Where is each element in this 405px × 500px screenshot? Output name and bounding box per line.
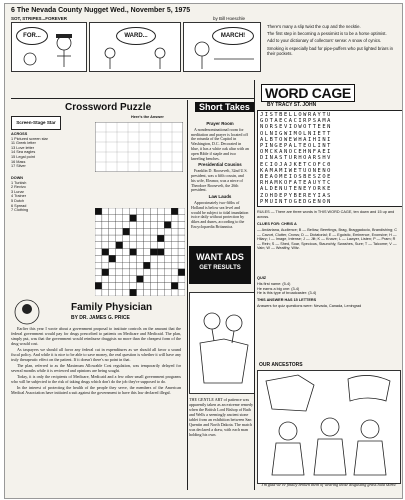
crossword-cell	[178, 208, 185, 215]
crossword-cell	[116, 262, 123, 269]
crossword-black-cell	[178, 269, 185, 276]
speech-bubble-2: WARD...	[116, 27, 156, 45]
crossword-cell	[143, 289, 150, 296]
crossword-cell	[171, 255, 178, 262]
crossword-cell	[95, 289, 102, 296]
crossword-cell	[178, 228, 185, 235]
grid-row: BEAOMEIOSBESZOE	[260, 174, 332, 181]
crossword-cell	[102, 289, 109, 296]
crossword-cell	[109, 249, 116, 256]
crossword-cell	[178, 249, 185, 256]
crossword-cell	[116, 235, 123, 242]
ancestors-title: OUR ANCESTORS	[259, 362, 303, 368]
crossword-black-cell	[130, 215, 137, 222]
crossword-black-cell	[116, 242, 123, 249]
grid-row: NORSEVIOWOTTEEN	[260, 124, 332, 131]
crossword-cell	[164, 276, 171, 283]
crossword-cell	[157, 269, 164, 276]
clue: 3 Lunar	[11, 189, 24, 194]
grid-row: ECIOJAJKETCOFC0	[260, 161, 332, 168]
marching-drawing	[90, 23, 180, 71]
crossword-cell	[164, 242, 171, 249]
clue: 11 Greek letter	[11, 141, 36, 146]
crossword-black-cell	[157, 249, 164, 256]
short-take-head: Law Lauds	[208, 194, 232, 200]
crossword-title: Crossword Puzzle	[65, 102, 152, 113]
crossword-cell	[137, 235, 144, 242]
article-paragraph: Earlier this year I wrote about a government proposal to institute controls on the amount that the federal government would pay for drugs prescribed to patients on Medicare and Medicaid. The plan, simply put, was that the government would reimburse druggists no more than the cheapest form of the drug would cost.	[11, 326, 181, 346]
crossword-cell	[102, 228, 109, 235]
family-physician-byline: BY DR. JAMES G. PRICE	[71, 315, 130, 321]
crossword-cell	[102, 222, 109, 229]
short-takes-title: Short Takes	[195, 102, 254, 112]
crossword-cell	[130, 262, 137, 269]
crossword-cell	[130, 269, 137, 276]
crossword-cell	[150, 269, 157, 276]
crossword-cell	[137, 269, 144, 276]
short-take-head: Presidential Cousins	[198, 162, 242, 168]
clue: 2 Revivo	[11, 185, 26, 190]
quote-1: There's many a slip twixt the cup and the necktie.	[267, 24, 361, 29]
crossword-cell	[123, 249, 130, 256]
grid-row: PINGEPALTEOLINT	[260, 143, 332, 150]
crossword-cell	[130, 228, 137, 235]
crossword-cell	[95, 249, 102, 256]
quiz-line: He is this type of broadcaster: (3-4)	[257, 291, 317, 296]
crossword-cell	[123, 282, 130, 289]
family-physician-text	[11, 326, 181, 396]
crossword-cell	[130, 276, 137, 283]
crossword-cell	[150, 282, 157, 289]
crossword-cell	[137, 208, 144, 215]
crossword-cell	[150, 242, 157, 249]
word-cage-clues: — Andariana, Audience; B — Bellow, Beertings, Brag, Braggadocio, Brandishing; C — Cavort, Clutter, Crows; D — Dictatorial; E — Egoistic, Eminence, Exonsive; H — Hilary; I — Image, Intense; J — Jilt; K — Knave; L — Lawyer, Listen; P — Pram; R — Rein; S — Shed, Soar, Specious, Staunchly, Swashes, Sure; T — Talcome; V — Vain; W — Wealthy, Witz.	[257, 228, 397, 251]
crossword-cell	[137, 222, 144, 229]
crossword-cell	[123, 255, 130, 262]
crossword-answer-label: Here's the Answer	[131, 115, 164, 119]
article-paragraph: The plan, referred to as the Maximum Allowable Cost regulation, was temporarily delayed for several months while it is reviewed and opinions are being sought.	[11, 363, 181, 373]
crossword-cell	[137, 249, 144, 256]
answer-head: THIS ANSWER HAS 15 LETTERS	[257, 298, 317, 302]
crossword-black-cell	[95, 282, 102, 289]
crossword-cell	[137, 255, 144, 262]
soldier-drawing	[12, 23, 86, 71]
crossword-cell	[143, 269, 150, 276]
ancestors-caption: I'm glad we've finally broken them of wearing those disgusting grass hula skirts!	[261, 482, 397, 487]
crossword-cell	[116, 208, 123, 215]
crossword-black-cell	[109, 255, 116, 262]
crossword-cell	[178, 282, 185, 289]
crossword-cell	[143, 255, 150, 262]
short-take-body: Approximately two-fifths of Holland is below sea level and would be subject to tidal inundation twice daily without protection by dikes and dunes, according to the Encyclopaedia Britannica.	[191, 199, 249, 229]
crossword-cell	[123, 269, 130, 276]
crossword-black-cell	[137, 276, 144, 283]
crossword-cell	[130, 255, 137, 262]
crossword-black-cell	[171, 282, 178, 289]
crossword-cell	[109, 222, 116, 229]
crossword-cell	[95, 235, 102, 242]
word-cage-title: WORD CAGE	[261, 84, 355, 102]
crossword-cell	[116, 249, 123, 256]
want-ads-box	[189, 246, 251, 284]
section-divider	[11, 98, 255, 99]
crossword-cell	[109, 215, 116, 222]
crossword-cell	[137, 228, 144, 235]
grid-row: KAMAMIWETUONENO	[260, 167, 332, 174]
page-header: 6 The Nevada County Nugget Wed., November 5, 1975	[11, 7, 191, 14]
crossword-cell	[95, 276, 102, 283]
crossword-cell	[123, 262, 130, 269]
crossword-cell	[150, 262, 157, 269]
crossword-cell	[123, 235, 130, 242]
crossword-cell	[143, 215, 150, 222]
down-heading: DOWN	[11, 176, 24, 180]
article-paragraph: Today, it is only the recipients of Medicare, Medicaid and a few other small government programs who will be subjected to the risk of taking drugs which don't do the job they're supposed to do.	[11, 374, 181, 384]
quiz-line: His first name: (5-4)	[257, 282, 291, 286]
want-ads-line1: WANT ADS	[196, 252, 244, 262]
crossword-cell	[123, 289, 130, 296]
quote-4: Smoking is especially bad for pipe-puffers who put lighted briars in their pockets.	[267, 45, 394, 56]
crossword-cell	[143, 242, 150, 249]
crossword-cell	[102, 282, 109, 289]
crossword-cell	[164, 262, 171, 269]
quote-3: Add to your dictionary of collectors' sense: A snow of cynics.	[267, 38, 382, 44]
crossword-cell	[178, 289, 185, 296]
clue: 5 Dutch	[11, 198, 25, 203]
crossword-cell	[143, 235, 150, 242]
short-take-body: A nondenominational room for meditation and prayer is located off the rotunda of the Capitol in Washington, D.C. Decorated in blue, it has a white oak altar with an open Bible if staple and two kneeling benches.	[191, 126, 249, 161]
crossword-cell	[109, 289, 116, 296]
crossword-cell	[116, 222, 123, 229]
crossword-cell	[171, 228, 178, 235]
crossword-cell	[116, 215, 123, 222]
crossword-black-cell	[102, 269, 109, 276]
comic-strip-title: SOT, STRIPES...FOREVER	[11, 16, 68, 21]
crossword-cell	[157, 208, 164, 215]
crossword-cell	[137, 242, 144, 249]
crossword-cell	[164, 228, 171, 235]
crossword-cell	[157, 282, 164, 289]
crossword-cell	[116, 282, 123, 289]
crossword-black-cell	[143, 262, 150, 269]
crossword-cell	[130, 222, 137, 229]
family-physician-title: Family Physician	[71, 302, 153, 313]
clue: 6 Spread	[11, 203, 27, 208]
crossword-cell	[102, 255, 109, 262]
crossword-cell	[157, 255, 164, 262]
crossword-theme-box: Screen-Stage Star	[11, 116, 61, 130]
clue: 17 Silver	[11, 164, 26, 169]
newspaper-page	[4, 3, 403, 499]
crossword-cell	[157, 228, 164, 235]
across-clues	[11, 132, 59, 169]
crossword-cell	[109, 208, 116, 215]
crossword-cell	[102, 208, 109, 215]
want-ads-line2: GET RESULTS	[199, 265, 241, 271]
answer-text: Answers for quiz questions were: Nevada, Canada, Leningrad	[257, 304, 362, 308]
crossword-cell	[123, 208, 130, 215]
comic-panel-3	[183, 22, 261, 72]
across-heading: ACROSS	[11, 132, 28, 136]
crossword-cell	[95, 215, 102, 222]
crossword-cell	[109, 262, 116, 269]
crossword-cell	[130, 282, 137, 289]
crossword-cell	[171, 262, 178, 269]
crossword-cell	[150, 222, 157, 229]
crossword-cell	[95, 255, 102, 262]
crossword-cell	[164, 255, 171, 262]
comic-panel-2	[89, 22, 181, 72]
crossword-cell	[130, 208, 137, 215]
crossword-cell	[123, 222, 130, 229]
clue: 16 Mass	[11, 159, 26, 164]
column-rule	[254, 80, 255, 490]
crossword-cell	[178, 255, 185, 262]
crossword-cell	[102, 235, 109, 242]
crossword-cell	[102, 215, 109, 222]
grid-row: ALBTOWEWHAIHINI	[260, 136, 332, 143]
crossword-cell	[178, 222, 185, 229]
crossword-cell	[171, 222, 178, 229]
crossword-cell	[157, 262, 164, 269]
grid-row: OMCKANOCEHNFAEI	[260, 149, 332, 156]
ad-caption: THE GENTLE ART of patience was apparently taken as an extreme remedy when the British Lord Bishop of Bath and Wells a seemingly ancient stone tablet from an exhibition between San Quentin and North Dakota. The match was declared a draw, with each man holding his own.	[189, 397, 253, 437]
ancestors-cartoon	[257, 370, 401, 484]
crossword-cell	[171, 215, 178, 222]
physician-logo	[13, 298, 65, 326]
crossword-grid	[95, 208, 185, 296]
column-rule	[187, 100, 188, 490]
clue: 14 Sea eagles	[11, 150, 36, 155]
article-paragraph: As taxpayers we should all favor any federal cut in expenditures as we should all favor a sound fiscal policy. And while it is nice to be able to save money, the real question is whether it will have any truly therapeutic effect on the patient. If it doesn't there's no point in that.	[11, 347, 181, 362]
crossword-cell	[102, 276, 109, 283]
crossword-cell	[157, 289, 164, 296]
crossword-cell	[150, 228, 157, 235]
grid-row: GOTAECACIRPSAMA	[260, 118, 332, 125]
crossword-cell	[102, 262, 109, 269]
crossword-cell	[137, 215, 144, 222]
crossword-black-cell	[95, 208, 102, 215]
crossword-cell	[95, 262, 102, 269]
crossword-cell	[116, 269, 123, 276]
quiz-lines	[257, 282, 399, 296]
crossword-cell	[150, 215, 157, 222]
crossword-cell	[164, 208, 171, 215]
crossword-cell	[109, 242, 116, 249]
grid-row: ALDENUTENEYORKE	[260, 186, 332, 193]
crossword-black-cell	[164, 222, 171, 229]
down-clues	[11, 176, 59, 213]
crossword-cell	[171, 242, 178, 249]
crossword-cell	[164, 249, 171, 256]
sergeant-drawing	[184, 23, 260, 71]
crossword-cell	[109, 235, 116, 242]
crossword-black-cell	[123, 228, 130, 235]
crossword-cell	[116, 276, 123, 283]
crossword-cell	[150, 208, 157, 215]
crossword-cell	[150, 255, 157, 262]
word-cage-clues-head: CLUES FOR: CHRIS A	[257, 222, 297, 226]
crossword-cell	[171, 235, 178, 242]
article-paragraph: In the interest of protecting the health of the people they serve, the members of the American Medical Association have initiated a suit against the government to have this law declared illegal.	[11, 385, 181, 395]
crossword-cell	[143, 282, 150, 289]
clue: 1 Pictured screen star	[11, 136, 48, 141]
crossword-cell	[116, 289, 123, 296]
crossword-cell	[143, 276, 150, 283]
crossword-cell	[178, 242, 185, 249]
sidebar-quotes	[267, 24, 395, 56]
crossword-cell	[164, 215, 171, 222]
crossword-black-cell	[150, 249, 157, 256]
grid-row: PMUINTOGEDGENON	[260, 198, 332, 205]
crossword-cell	[123, 215, 130, 222]
crossword-cell	[109, 269, 116, 276]
crossword-cell	[116, 255, 123, 262]
crossword-cell	[150, 276, 157, 283]
ancestors-drawing	[258, 371, 400, 483]
crossword-cell	[109, 276, 116, 283]
quote-2: The first step in becoming a pessimist is to be a horse optimist.	[267, 31, 387, 37]
crossword-black-cell	[102, 249, 109, 256]
crossword-black-cell	[130, 289, 137, 296]
quiz-line: He earns a big one: (3-4)	[257, 286, 300, 291]
crossword-cell	[95, 242, 102, 249]
crossword-cell	[123, 242, 130, 249]
crossword-cell	[109, 282, 116, 289]
crossword-cell	[95, 222, 102, 229]
crossword-cell	[164, 282, 171, 289]
crossword-cell	[157, 222, 164, 229]
short-take-body: Franklin D. Roosevelt, 32nd U.S. president, was a fifth cousin, and his wife, Eleanor, was a niece of Theodore Roosevelt, the 26th president.	[191, 168, 248, 193]
crossword-cell	[157, 242, 164, 249]
crossword-cell	[143, 208, 150, 215]
clue: 15 Legal point	[11, 154, 35, 159]
word-cage-rules: RULES — There are three words in THIS WORD CAGE, ten down and 15 up and across.	[257, 210, 395, 219]
crossword-cell	[150, 289, 157, 296]
crossword-cell	[102, 242, 109, 249]
crossword-cell	[137, 262, 144, 269]
short-takes-column	[191, 120, 249, 232]
crossword-cell	[137, 289, 144, 296]
crossword-cell	[178, 235, 185, 242]
crossword-cell	[143, 249, 150, 256]
grid-row: ZOHDEPYBEREYIAS	[260, 192, 332, 199]
quiz-head: QUIZ	[257, 276, 267, 280]
crossword-black-cell	[171, 208, 178, 215]
speech-bubble-3: MARCH!	[212, 27, 254, 45]
crossword-cell	[171, 289, 178, 296]
crossword-cell	[164, 289, 171, 296]
grid-row: RHAMKOFATEAUYTC	[260, 180, 332, 187]
crossword-cell	[130, 242, 137, 249]
answer-grid	[95, 122, 183, 172]
crossword-cell	[171, 249, 178, 256]
short-take-head: Prayer Room	[206, 121, 234, 126]
crossword-cell	[157, 215, 164, 222]
ad-drawing	[190, 293, 254, 393]
crossword-cell	[95, 269, 102, 276]
crossword-cell	[164, 235, 171, 242]
clue: 1 Turkish	[11, 180, 27, 185]
comic-panel-1	[11, 22, 87, 72]
crossword-cell	[171, 276, 178, 283]
grid-row: DINASTURHOARSHV	[260, 155, 332, 162]
crossword-black-cell	[157, 235, 164, 242]
speech-bubble-1: FOR...	[16, 27, 48, 45]
crossword-cell	[123, 276, 130, 283]
crossword-cell	[178, 215, 185, 222]
crossword-cell	[157, 276, 164, 283]
crossword-cell	[164, 269, 171, 276]
crossword-cell	[95, 228, 102, 235]
crossword-black-cell	[130, 249, 137, 256]
crossword-cell	[143, 222, 150, 229]
comic-strip-credit: by Bill Hoeschle	[213, 16, 246, 21]
crossword-cell	[178, 276, 185, 283]
crossword-cell	[150, 235, 157, 242]
crossword-cell	[137, 282, 144, 289]
word-cage-byline: BY TRACY ST. JOHN	[267, 102, 317, 108]
clue: 4 Trainer	[11, 194, 26, 199]
grid-row: OLNIGWIMOLNIETT	[260, 130, 332, 137]
clue: 13 Love letter	[11, 145, 35, 150]
crossword-cell	[109, 228, 116, 235]
word-cage-grid	[257, 110, 403, 207]
crossword-cell	[178, 262, 185, 269]
ad-illustration	[189, 292, 255, 394]
clue: 7 Clothing	[11, 208, 29, 213]
crossword-cell	[130, 235, 137, 242]
crossword-cell	[171, 269, 178, 276]
grid-row: JISTBELLOWRAYTU	[260, 112, 332, 118]
crossword-cell	[143, 228, 150, 235]
crossword-cell	[116, 228, 123, 235]
